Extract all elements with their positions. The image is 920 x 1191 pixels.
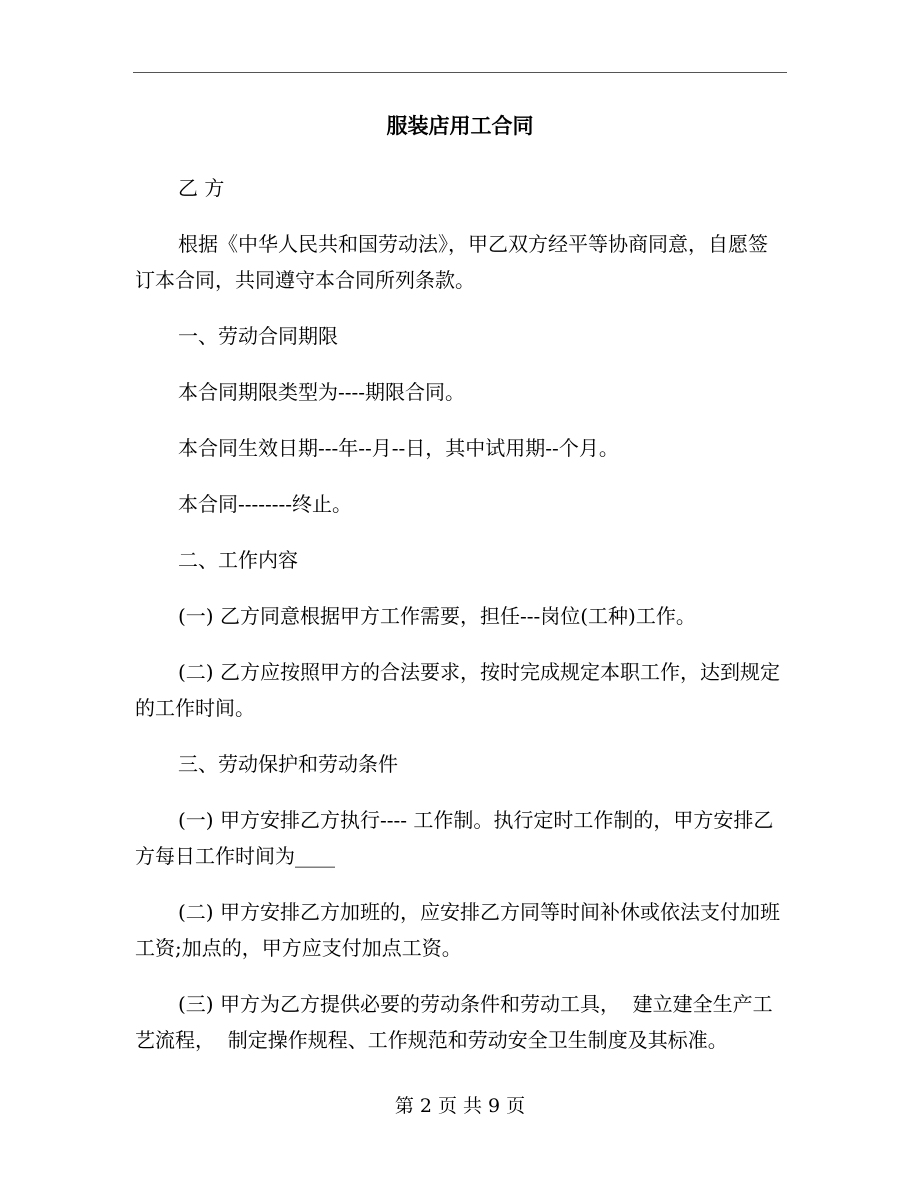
term-type-paragraph: 本合同期限类型为----期限合同。 — [178, 380, 466, 404]
preamble-paragraph: 根据《中华人民共和国劳动法》，甲乙双方经平等协商同意，自愿签订本合同，共同遵守本合同所列条款。 — [135, 232, 768, 292]
page-number: 第 2 页 共 9 页 — [394, 1095, 526, 1117]
header-rule — [133, 72, 787, 73]
document-title: 服装店用工合同 — [386, 113, 534, 138]
section-heading-protection: 三、劳动保护和劳动条件 — [178, 752, 398, 776]
work-clause-2: (二) 乙方应按照甲方的合法要求，按时完成规定本职工作，达到规定的工作时间。 — [135, 660, 780, 720]
termination-paragraph: 本合同--------终止。 — [178, 492, 353, 516]
protection-clause-1: (一) 甲方安排乙方执行---- 工作制。执行定时工作制的，甲方安排乙方每日工作时间为____ — [135, 808, 774, 868]
work-clause-1: (一) 乙方同意根据甲方工作需要，担任---岗位(工种)工作。 — [178, 604, 696, 628]
party-b-label: 乙 方 — [178, 176, 225, 200]
document-body — [135, 170, 785, 1078]
protection-clause-3: (三) 甲方为乙方提供必要的劳动条件和劳动工具， 建立建全生产工艺流程， 制定操作规程、工作规范和劳动安全卫生制度及其标准。 — [135, 992, 773, 1052]
section-heading-work: 二、工作内容 — [178, 548, 298, 572]
section-heading-term: 一、劳动合同期限 — [178, 324, 338, 348]
effective-date-paragraph: 本合同生效日期---年--月--日，其中试用期--个月。 — [178, 436, 619, 460]
protection-clause-2: (二) 甲方安排乙方加班的，应安排乙方同等时间补休或依法支付加班工资;加点的，甲方应支付加点工资。 — [135, 900, 780, 960]
